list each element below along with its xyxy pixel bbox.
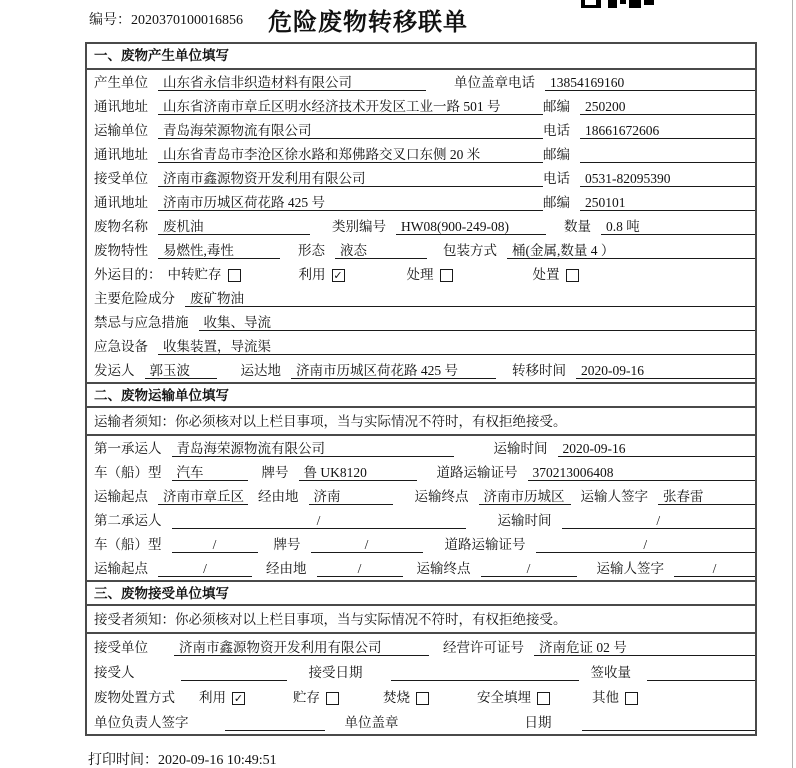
checkbox-other[interactable]	[625, 692, 638, 705]
acceptor-notice: 接受者须知：你必须核对以上栏目事项，当与实际情况不符时，有权拒绝接受。	[87, 606, 755, 634]
row-waste-name	[87, 214, 755, 238]
section3-header: 三、废物接受单位填写	[87, 580, 755, 606]
print-time-label: 打印时间：	[88, 753, 158, 768]
transport-time2-label: 运输时间	[497, 513, 552, 528]
origin2-label: 运输起点	[94, 561, 148, 576]
hazard-component-label: 主要危险成分	[94, 291, 175, 306]
checkbox-store[interactable]	[326, 692, 339, 705]
transfer-time-value: 2020-09-16	[576, 362, 755, 379]
checkbox-reuse[interactable]: ✓	[233, 692, 244, 705]
acceptor-value	[181, 664, 287, 681]
transporter-label: 运输单位	[94, 123, 148, 138]
checkbox-landfill[interactable]	[537, 692, 550, 705]
origin2-value: /	[158, 560, 252, 577]
via1-value: 济南	[309, 488, 393, 505]
row-vehicle2	[87, 532, 755, 556]
row-route1	[87, 484, 755, 508]
row-waste-trait	[87, 238, 755, 262]
accept-unit-label: 接受单位	[94, 640, 148, 655]
hazard-component-value: 废矿物油	[185, 290, 755, 307]
row-producer-address	[87, 94, 755, 118]
plate1-label: 牌号	[261, 465, 289, 480]
row-vehicle1	[87, 460, 755, 484]
phone2-value: 18661672606	[580, 122, 755, 139]
category-value: HW08(900-249-08)	[396, 218, 546, 235]
form-value: 液态	[335, 242, 427, 259]
sign-qty-value	[647, 664, 755, 681]
print-time	[88, 749, 277, 768]
checkbox-utilize[interactable]: ✓	[333, 269, 343, 282]
row-disposal-method	[87, 684, 755, 709]
row-manager-sign	[87, 709, 755, 734]
end1-value: 济南市历城区	[479, 488, 571, 505]
taboo-measures-value: 收集、导流	[199, 314, 756, 331]
accept-date-label: 接受日期	[308, 665, 363, 680]
row-receiver	[87, 166, 755, 190]
destination-label: 运达地	[240, 363, 281, 378]
row-carrier2	[87, 508, 755, 532]
origin1-value: 济南市章丘区	[158, 488, 248, 505]
row-emergency-equipment	[87, 334, 755, 358]
page-title: 危险废物转移联单	[268, 9, 468, 36]
checkbox-treat-label: 处理	[406, 267, 434, 282]
checkbox-landfill-label: 安全填埋	[477, 690, 531, 705]
transporter-value: 青岛海荣源物流有限公司	[158, 122, 543, 139]
plate2-value: /	[311, 536, 423, 553]
road-permit2-label: 道路运输证号	[444, 537, 526, 552]
page-edge-divider	[792, 0, 793, 768]
form-label: 形态	[298, 243, 325, 258]
via2-label: 经由地	[266, 561, 307, 576]
sign-qty-label: 签收量	[590, 665, 631, 680]
manifest-form	[85, 42, 757, 736]
zip2-value	[580, 146, 755, 163]
sign2-value: /	[674, 560, 755, 577]
receiver-label: 接受单位	[94, 171, 148, 186]
section2-header: 二、废物运输单位填写	[87, 382, 755, 408]
road-permit1-label: 道路运输证号	[436, 465, 518, 480]
waste-trait-value: 易燃性,毒性	[158, 242, 280, 259]
purpose-label: 外运目的：	[94, 267, 162, 282]
checkbox-treat[interactable]	[440, 269, 453, 282]
transfer-time-label: 转移时间	[512, 363, 566, 378]
vehicle1-label: 车（船）型	[94, 465, 162, 480]
row-acceptor	[87, 659, 755, 684]
category-label: 类别编号	[332, 219, 386, 234]
vehicle2-value: /	[172, 536, 258, 553]
section1-header: 一、废物产生单位填写	[87, 44, 755, 70]
receiver-address-label: 通讯地址	[94, 195, 148, 210]
unit-seal2-label: 单位盖章	[344, 715, 399, 730]
phone2-label: 电话	[543, 123, 570, 138]
zip2-label: 邮编	[543, 147, 570, 162]
road-permit1-value: 370213006408	[528, 464, 756, 481]
row-hazard-component	[87, 286, 755, 310]
row-transporter	[87, 118, 755, 142]
via2-value: /	[317, 560, 403, 577]
manager-sign-label: 单位负责人签字	[94, 715, 189, 730]
transport-time1-value: 2020-09-16	[558, 440, 756, 457]
transport-time1-label: 运输时间	[493, 441, 548, 456]
date-value	[582, 714, 756, 731]
checkbox-reuse-label: 利用	[199, 690, 226, 705]
date-label: 日期	[524, 715, 552, 730]
checkbox-transfer-storage-label: 中转贮存	[167, 267, 222, 282]
end2-value: /	[481, 560, 577, 577]
phone3-value: 0531-82095390	[580, 170, 755, 187]
license-label: 经营许可证号	[443, 640, 524, 655]
phone3-label: 电话	[543, 171, 570, 186]
taboo-measures-label: 禁忌与应急措施	[94, 315, 189, 330]
emergency-equipment-value: 收集装置，导流渠	[158, 338, 755, 355]
checkbox-other-label: 其他	[592, 690, 619, 705]
zip1-value: 250200	[580, 98, 755, 115]
quantity-value: 0.8 吨	[601, 218, 755, 235]
license-value: 济南危证 02 号	[534, 639, 755, 656]
packing-label: 包装方式	[443, 243, 497, 258]
transporter-address-value: 山东省青岛市李沧区徐水路和郑佛路交叉口东侧 20 米	[158, 146, 543, 163]
carrier1-value: 青岛海荣源物流有限公司	[172, 440, 454, 457]
carrier1-label: 第一承运人	[94, 441, 162, 456]
producer-address-label: 通讯地址	[94, 99, 148, 114]
zip3-label: 邮编	[543, 195, 570, 210]
transporter-notice: 运输者须知：你必须核对以上栏目事项，当与实际情况不符时，有权拒绝接受。	[87, 408, 755, 436]
receiver-value: 济南市鑫源物资开发利用有限公司	[158, 170, 543, 187]
plate2-label: 牌号	[273, 537, 301, 552]
waste-name-value: 废机油	[158, 218, 310, 235]
carrier2-value: /	[172, 512, 466, 529]
consignor-label: 发运人	[94, 363, 135, 378]
checkbox-utilize-label: 利用	[298, 267, 326, 282]
checkbox-dispose-label: 处置	[532, 267, 560, 282]
quantity-label: 数量	[564, 219, 591, 234]
consignor-value: 郭玉波	[145, 362, 217, 379]
manager-sign-value	[225, 714, 325, 731]
unit-seal-label: 单位盖章	[454, 75, 508, 90]
row-producer	[87, 70, 755, 94]
producer-value: 山东省永信非织造材料有限公司	[158, 74, 426, 91]
receiver-address-value: 济南市历城区荷花路 425 号	[158, 194, 543, 211]
doc-number-label: 编号：	[89, 13, 131, 28]
sign1-value: 张春雷	[658, 488, 755, 505]
disposal-method-label: 废物处置方式	[94, 690, 175, 705]
producer-address-value: 山东省济南市章丘区明水经济技术开发区工业一路 501 号	[158, 98, 543, 115]
checkbox-dispose[interactable]	[566, 269, 579, 282]
plate1-value: 鲁 UK8120	[299, 464, 417, 481]
row-accept-unit	[87, 634, 755, 659]
waste-name-label: 废物名称	[94, 219, 148, 234]
doc-number-value: 2020370100016856	[131, 13, 243, 28]
end2-label: 运输终点	[416, 561, 471, 576]
checkbox-transfer-storage[interactable]	[228, 269, 241, 282]
accept-unit-value: 济南市鑫源物资开发利用有限公司	[174, 639, 429, 656]
row-taboo-measures	[87, 310, 755, 334]
checkbox-store-label: 贮存	[293, 690, 320, 705]
sign1-label: 运输人签字	[580, 489, 648, 504]
road-permit2-value: /	[536, 536, 756, 553]
via1-label: 经由地	[258, 489, 299, 504]
transporter-address-label: 通讯地址	[94, 147, 148, 162]
producer-label: 产生单位	[94, 75, 148, 90]
zip1-label: 邮编	[543, 99, 570, 114]
origin1-label: 运输起点	[94, 489, 148, 504]
row-transporter-address	[87, 142, 755, 166]
acceptor-label: 接受人	[94, 665, 135, 680]
row-route2	[87, 556, 755, 580]
transport-time2-value: /	[562, 512, 756, 529]
row-receiver-address	[87, 190, 755, 214]
checkbox-incinerate[interactable]	[416, 692, 429, 705]
zip3-value: 250101	[580, 194, 755, 211]
end1-label: 运输终点	[414, 489, 469, 504]
waste-trait-label: 废物特性	[94, 243, 148, 258]
destination-value: 济南市历城区荷花路 425 号	[291, 362, 496, 379]
checkbox-incinerate-label: 焚烧	[383, 690, 410, 705]
phone1-value: 13854169160	[545, 74, 755, 91]
accept-date-value	[391, 664, 579, 681]
packing-value: 桶(金属,数量 4 ）	[507, 242, 755, 259]
row-carrier1	[87, 436, 755, 460]
carrier2-label: 第二承运人	[94, 513, 162, 528]
sign2-label: 运输人签字	[596, 561, 664, 576]
row-consignor	[87, 358, 755, 382]
vehicle1-value: 汽车	[172, 464, 248, 481]
row-purpose	[87, 262, 755, 286]
print-time-value: 2020-09-16 10:49:51	[158, 753, 277, 768]
phone1-label: 电话	[508, 75, 535, 90]
vehicle2-label: 车（船）型	[94, 537, 162, 552]
emergency-equipment-label: 应急设备	[94, 339, 148, 354]
